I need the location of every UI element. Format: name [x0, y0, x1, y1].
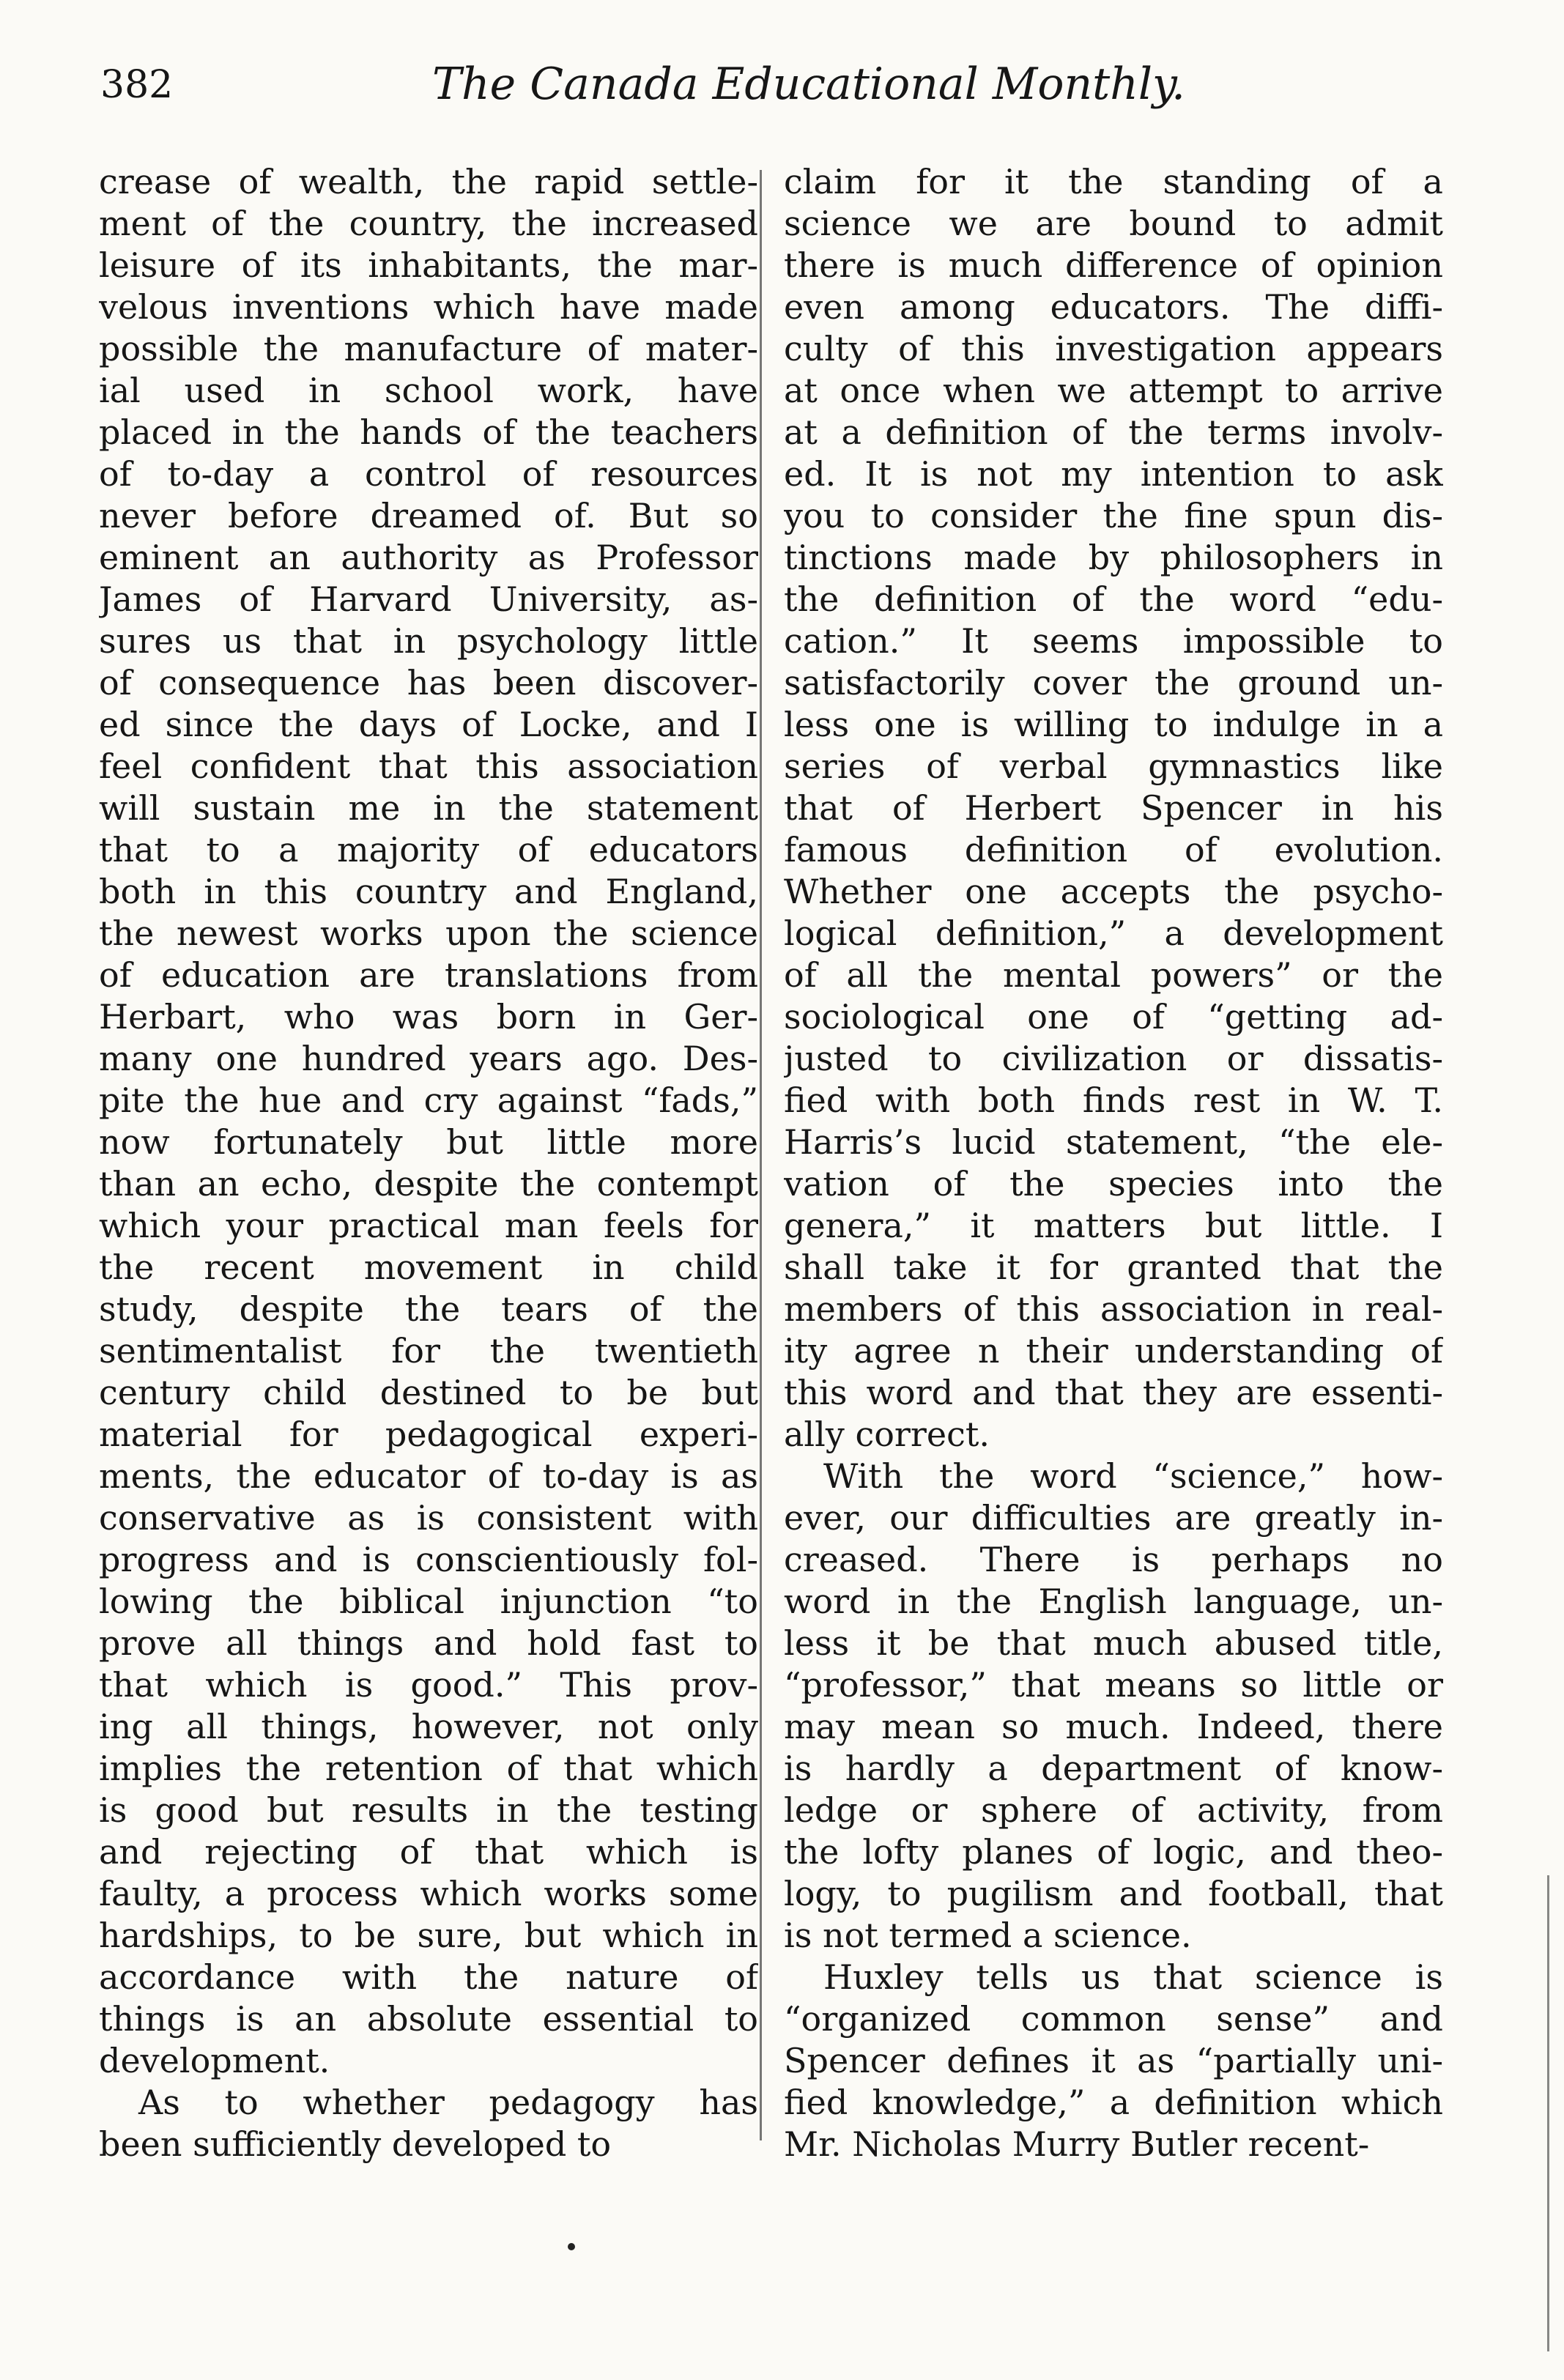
- text-line: that of Herbert Spencer in his: [784, 788, 1443, 828]
- text-line: shall take it for granted that the: [784, 1248, 1443, 1287]
- running-title: The Canada Educational Monthly.: [432, 59, 1186, 110]
- text-line: With the word “science,” how-: [823, 1456, 1443, 1496]
- text-line: of to-day a control of resources: [99, 454, 758, 494]
- text-line: both in this country and England,: [99, 872, 758, 911]
- text-line: may mean so much. Indeed, there: [784, 1707, 1443, 1746]
- page-edge-mark: [1547, 1875, 1549, 2351]
- text-line: is hardly a department of know-: [784, 1749, 1443, 1788]
- text-line: of all the mental powers” or the: [784, 955, 1443, 995]
- text-line: the recent movement in child: [99, 1248, 758, 1287]
- text-line: lowing the biblical injunction “to: [99, 1582, 758, 1621]
- text-line: hardships, to be sure, but which in: [99, 1916, 758, 1955]
- text-line: Huxley tells us that science is: [823, 1957, 1443, 1997]
- text-line: ial used in school work, have: [99, 371, 758, 410]
- text-line: culty of this investigation appears: [784, 329, 1443, 368]
- text-line: that to a majority of educators: [99, 830, 758, 870]
- page-header: [0, 59, 1564, 132]
- right-column: [784, 161, 1443, 2165]
- text-line: Herbart, who was born in Ger-: [99, 997, 758, 1037]
- text-line: accordance with the nature of: [99, 1957, 758, 1997]
- text-line: ed. It is not my intention to ask: [784, 454, 1443, 494]
- right-paragraph-2: [784, 1456, 1443, 1957]
- text-line: Whether one accepts the psycho-: [784, 872, 1443, 911]
- text-line: justed to civilization or dissatis-: [784, 1039, 1443, 1078]
- text-line: science we are bound to admit: [784, 204, 1443, 243]
- text-line: the newest works upon the science: [99, 913, 758, 953]
- text-line: fied knowledge,” a definition which: [784, 2083, 1443, 2122]
- text-line: less it be that much abused title,: [784, 1623, 1443, 1663]
- text-line: famous definition of evolution.: [784, 830, 1443, 870]
- text-line: leisure of its inhabitants, the mar-: [99, 245, 758, 285]
- text-line: of consequence has been discover-: [99, 663, 758, 702]
- text-line: ally correct.: [784, 1415, 990, 1454]
- text-line: placed in the hands of the teachers: [99, 412, 758, 452]
- left-paragraph-1: [99, 161, 758, 2082]
- text-line: sures us that in psychology little: [99, 621, 758, 661]
- text-line: sociological one of “getting ad-: [784, 997, 1443, 1037]
- text-line: crease of wealth, the rapid settle-: [99, 162, 758, 201]
- text-line: even among educators. The diffi-: [784, 287, 1443, 327]
- text-line: now fortunately but little more: [99, 1122, 758, 1162]
- footer-dot: [568, 2243, 575, 2250]
- right-paragraph-1: [784, 161, 1443, 1456]
- page-number: 382: [100, 63, 174, 107]
- text-line: eminent an authority as Professor: [99, 538, 758, 577]
- right-paragraph-3: [784, 1957, 1443, 2165]
- text-line: implies the retention of that which: [99, 1749, 758, 1788]
- text-line: century child destined to be but: [99, 1373, 758, 1412]
- text-line: possible the manufacture of mater-: [99, 329, 758, 368]
- text-line: faulty, a process which works some: [99, 1874, 758, 1913]
- text-line: material for pedagogical experi-: [99, 1415, 758, 1454]
- text-line: fied with both finds rest in W. T.: [784, 1080, 1443, 1120]
- text-line: tinctions made by philosophers in: [784, 538, 1443, 577]
- text-line: logical definition,” a development: [784, 913, 1443, 953]
- text-line: ity agree n their understanding of: [784, 1331, 1443, 1371]
- text-line: logy, to pugilism and football, that: [784, 1874, 1443, 1913]
- text-line: this word and that they are essenti-: [784, 1373, 1443, 1412]
- text-line: sentimentalist for the twentieth: [99, 1331, 758, 1371]
- text-line: which your practical man feels for: [99, 1206, 758, 1245]
- text-line: less one is willing to indulge in a: [784, 705, 1443, 744]
- text-line: Spencer defines it as “partially uni-: [784, 2041, 1443, 2080]
- text-line: satisfactorily cover the ground un-: [784, 663, 1443, 702]
- text-line: pite the hue and cry against “fads,”: [99, 1080, 758, 1120]
- text-line: cation.” It seems impossible to: [784, 621, 1443, 661]
- text-line: study, despite the tears of the: [99, 1289, 758, 1329]
- text-line: ment of the country, the increased: [99, 204, 758, 243]
- text-line: than an echo, despite the contempt: [99, 1164, 758, 1204]
- text-line: at a definition of the terms involv-: [784, 412, 1443, 452]
- text-line: creased. There is perhaps no: [784, 1540, 1443, 1579]
- text-line: As to whether pedagogy has: [138, 2083, 758, 2122]
- text-line: never before dreamed of. But so: [99, 496, 758, 535]
- text-line: at once when we attempt to arrive: [784, 371, 1443, 410]
- text-line: the lofty planes of logic, and theo-: [784, 1832, 1443, 1872]
- text-line: is good but results in the testing: [99, 1790, 758, 1830]
- text-line: been sufficiently developed to: [99, 2124, 612, 2164]
- text-line: will sustain me in the statement: [99, 788, 758, 828]
- text-line: ledge or sphere of activity, from: [784, 1790, 1443, 1830]
- text-line: feel confident that this association: [99, 746, 758, 786]
- text-line: and rejecting of that which is: [99, 1832, 758, 1872]
- text-line: of education are translations from: [99, 955, 758, 995]
- text-line: you to consider the fine spun dis-: [784, 496, 1443, 535]
- text-line: series of verbal gymnastics like: [784, 746, 1443, 786]
- left-paragraph-2: [99, 2082, 758, 2165]
- text-line: genera,” it matters but little. I: [784, 1206, 1443, 1245]
- text-line: Mr. Nicholas Murry Butler recent-: [784, 2124, 1370, 2164]
- text-line: Harris’s lucid statement, “the ele-: [784, 1122, 1443, 1162]
- text-line: “organized common sense” and: [784, 1999, 1443, 2039]
- text-line: development.: [99, 2041, 330, 2080]
- text-line: many one hundred years ago. Des-: [99, 1039, 758, 1078]
- text-line: members of this association in real-: [784, 1289, 1443, 1329]
- text-line: ed since the days of Locke, and I: [99, 705, 758, 744]
- text-line: “professor,” that means so little or: [784, 1665, 1443, 1705]
- text-line: conservative as is consistent with: [99, 1498, 758, 1538]
- text-line: claim for it the standing of a: [784, 162, 1443, 201]
- text-line: ments, the educator of to-day is as: [99, 1456, 758, 1496]
- text-line: word in the English language, un-: [784, 1582, 1443, 1621]
- text-line: prove all things and hold fast to: [99, 1623, 758, 1663]
- text-line: the definition of the word “edu-: [784, 579, 1443, 619]
- left-column: [99, 161, 758, 2165]
- text-line: progress and is conscientiously fol-: [99, 1540, 758, 1579]
- text-line: James of Harvard University, as-: [99, 579, 758, 619]
- text-line: ing all things, however, not only: [99, 1707, 758, 1746]
- text-line: is not termed a science.: [784, 1916, 1192, 1955]
- text-line: there is much difference of opinion: [784, 245, 1443, 285]
- text-line: things is an absolute essential to: [99, 1999, 758, 2039]
- column-divider: [760, 170, 762, 2140]
- text-line: vation of the species into the: [784, 1164, 1443, 1204]
- text-line: that which is good.” This prov-: [99, 1665, 758, 1705]
- text-line: ever, our difficulties are greatly in-: [784, 1498, 1443, 1538]
- text-line: velous inventions which have made: [99, 287, 758, 327]
